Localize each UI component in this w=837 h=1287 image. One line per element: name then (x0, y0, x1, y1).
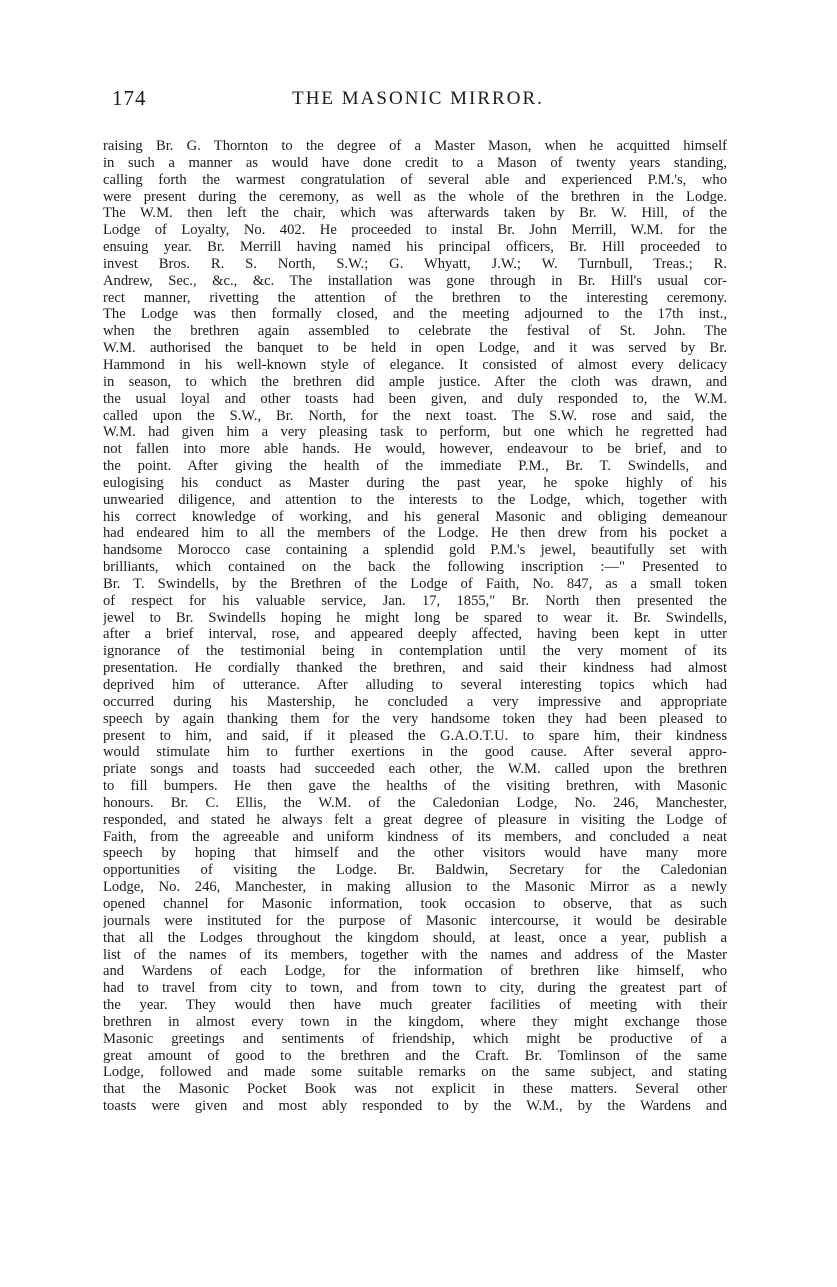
text-line: had endeared him to all the members of the Lodge. He then drew from his pocket a (103, 525, 727, 542)
text-line: speech by again thanking them for the very handsome token they had been pleased to (103, 710, 727, 727)
text-line: W.M. authorised the banquet to be held in open Lodge, and it was served by Br. (103, 340, 727, 357)
text-line: jewel to Br. Swindells hoping he might long be spared to wear it. Br. Swindells, (103, 609, 727, 626)
text-line: and Wardens of each Lodge, for the information of brethren like himself, who (103, 963, 727, 980)
text-line: brethren in almost every town in the kingdom, where they might exchange those (103, 1013, 727, 1030)
text-line: brilliants, which contained on the back the following inscription :—" Presented to (103, 559, 727, 576)
text-line: after a brief interval, rose, and appeared deeply affected, having been kept in utter (103, 626, 727, 643)
text-line: Faith, from the agreeable and uniform kindness of its members, and concluded a neat (103, 828, 727, 845)
text-line: Masonic greetings and sentiments of friendship, which might be productive of a (103, 1030, 727, 1047)
text-line: raising Br. G. Thornton to the degree of a Master Mason, when he acquitted himself (103, 138, 727, 154)
text-line: priate songs and toasts had succeeded each other, the W.M. called upon the brethren (103, 761, 727, 778)
text-line: his correct knowledge of working, and his general Masonic and obliging demeanour (103, 508, 727, 525)
text-line: had to travel from city to town, and from town to city, during the greatest part of (103, 980, 727, 997)
text-line: in such a manner as would have done credit to a Mason of twenty years standing, (103, 154, 727, 171)
text-line: the point. After giving the health of the immediate P.M., Br. T. Swindells, and (103, 458, 727, 475)
text-line: Br. T. Swindells, by the Brethren of the Lodge of Faith, No. 847, as a small token (103, 575, 727, 592)
text-line: Hammond in his well-known style of elegance. It consisted of almost every delicacy (103, 356, 727, 373)
text-line: Andrew, Sec., &c., &c. The installation was gone through in Br. Hill's usual cor- (103, 272, 727, 289)
text-line: toasts were given and most ably responded to by the W.M., by the Wardens and (103, 1098, 727, 1115)
text-line: present to him, and said, if it pleased the G.A.O.T.U. to spare him, their kindness (103, 727, 727, 744)
article-body (103, 138, 727, 1115)
text-line: that the Masonic Pocket Book was not explicit in these matters. Several other (103, 1081, 727, 1098)
text-line: responded, and stated he always felt a great degree of pleasure in visiting the Lodge of (103, 811, 727, 828)
text-line: Lodge of Loyalty, No. 402. He proceeded to instal Br. John Merrill, W.M. for the (103, 222, 727, 239)
text-line: list of the names of its members, together with the names and address of the Master (103, 946, 727, 963)
page-number: 174 (112, 86, 147, 110)
text-line: to fill bumpers. He then gave the healths of the visiting brethren, with Masonic (103, 778, 727, 795)
running-title: THE MASONIC MIRROR. (292, 88, 544, 109)
page-header (112, 86, 724, 116)
text-line: Lodge, followed and made some suitable remarks on the same subject, and stating (103, 1064, 727, 1081)
text-line: when the brethren again assembled to celebrate the festival of St. John. The (103, 323, 727, 340)
text-line: would stimulate him to further exertions in the good cause. After several appro- (103, 744, 727, 761)
text-line: eulogising his conduct as Master during the past year, he spoke highly of his (103, 474, 727, 491)
text-line: Lodge, No. 246, Manchester, in making allusion to the Masonic Mirror as a newly (103, 879, 727, 896)
text-line: in season, to which the brethren did ample justice. After the cloth was drawn, and (103, 373, 727, 390)
text-line: the year. They would then have much greater facilities of meeting with their (103, 997, 727, 1014)
text-line: great amount of good to the brethren and the Craft. Br. Tomlinson of the same (103, 1047, 727, 1064)
text-line: presentation. He cordially thanked the brethren, and said their kindness had almost (103, 660, 727, 677)
text-line: handsome Morocco case containing a splendid gold P.M.'s jewel, beautifully set with (103, 542, 727, 559)
text-line: calling forth the warmest congratulation of several able and experienced P.M.'s, who (103, 171, 727, 188)
text-line: deprived him of utterance. After alluding to several interesting topics which had (103, 677, 727, 693)
text-line: honours. Br. C. Ellis, the W.M. of the Caledonian Lodge, No. 246, Manchester, (103, 794, 727, 811)
text-line: ignorance of the testimonial being in contemplation until the very moment of its (103, 643, 727, 660)
text-line: not fallen into more able hands. He would, however, endeavour to be brief, and to (103, 441, 727, 458)
text-line: called upon the S.W., Br. North, for the next toast. The S.W. rose and said, the (103, 407, 727, 424)
text-line: The Lodge was then formally closed, and the meeting adjourned to the 17th inst., (103, 306, 727, 323)
text-line: that all the Lodges throughout the kingdom should, at least, once a year, publish a (103, 929, 727, 946)
text-line: opportunities of visiting the Lodge. Br. Baldwin, Secretary for the Caledonian (103, 862, 727, 879)
text-line: unwearied diligence, and attention to the interests to the Lodge, which, together with (103, 491, 727, 508)
text-line: invest Bros. R. S. North, S.W.; G. Whyatt, J.W.; W. Turnbull, Treas.; R. (103, 255, 727, 272)
text-line: occurred during his Mastership, he concluded a very impressive and appropriate (103, 693, 727, 710)
text-line: ensuing year. Br. Merrill having named his principal officers, Br. Hill proceeded to (103, 239, 727, 256)
text-line: W.M. had given him a very pleasing task to perform, but one which he regretted had (103, 424, 727, 441)
text-line: speech by hoping that himself and the other visitors would have many more (103, 845, 727, 862)
text-line: opened channel for Masonic information, took occasion to observe, that as such (103, 895, 727, 912)
text-line: journals were instituted for the purpose of Masonic intercourse, it would be desirable (103, 912, 727, 929)
text-line: rect manner, rivetting the attention of the brethren to the interesting ceremony. (103, 289, 727, 306)
text-line: the usual loyal and other toasts had been given, and duly responded to, the W.M. (103, 390, 727, 407)
text-line: of respect for his valuable service, Jan. 17, 1855," Br. North then presented the (103, 592, 727, 609)
text-line: were present during the ceremony, as well as the whole of the brethren in the Lodge. (103, 188, 727, 205)
text-line: The W.M. then left the chair, which was afterwards taken by Br. W. Hill, of the (103, 205, 727, 222)
